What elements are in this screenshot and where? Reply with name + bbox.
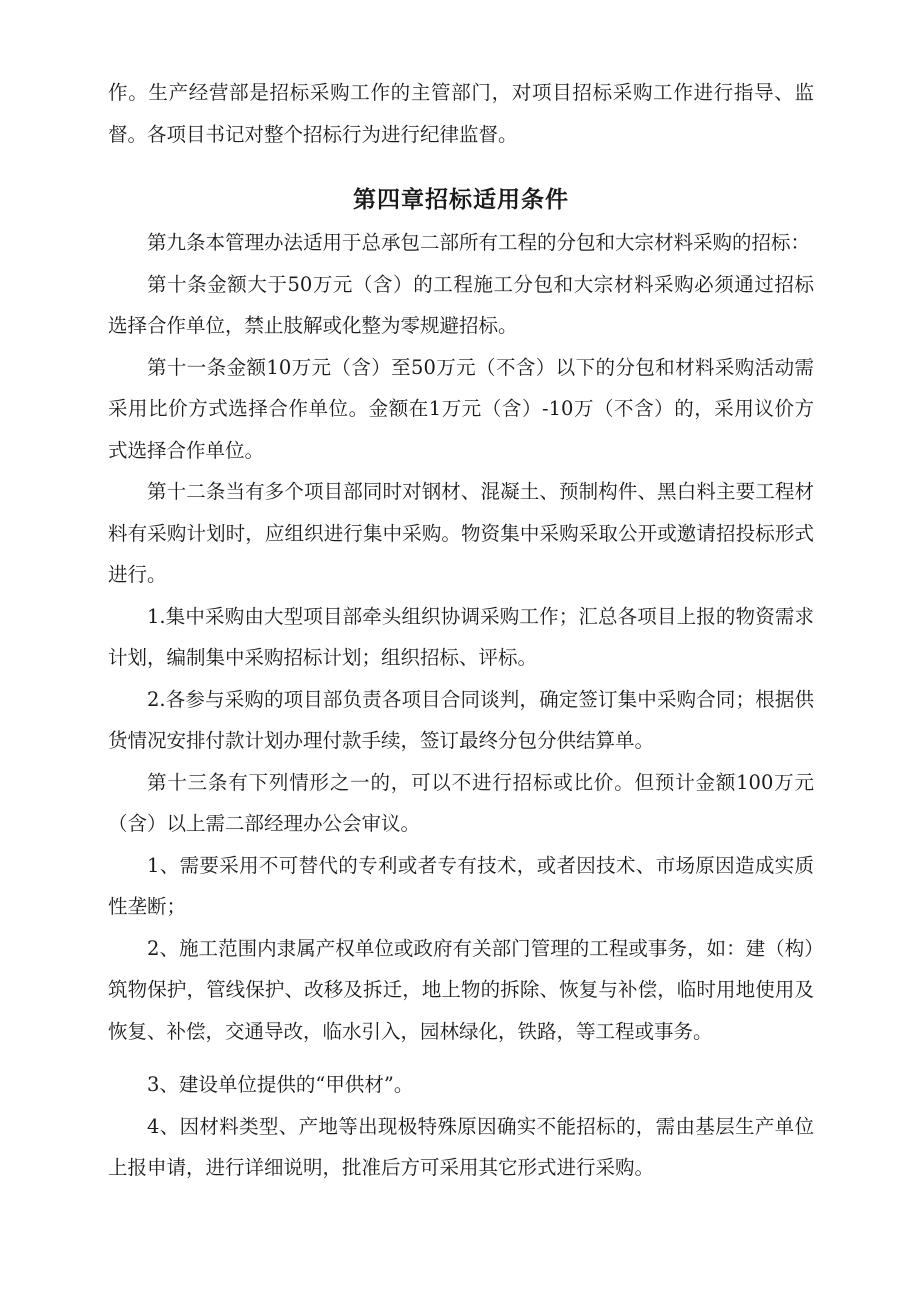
document-page bbox=[108, 72, 814, 1189]
article-11: 第十一条金额10万元（含）至50万元（不含）以下的分包和材料采购活动需采用比价方式选择合作单位。金额在1万元（含）-10万（不含）的，采用议价方式选择合作单位。 bbox=[108, 355, 814, 462]
article-12-item-2: 2.各参与采购的项目部负责各项目合同谈判，确定签订集中采购合同；根据供货情况安排付款计划办理付款手续，签订最终分包分供结算单。 bbox=[108, 687, 814, 752]
intro-paragraph: 作。生产经营部是招标采购工作的主管部门，对项目招标采购工作进行指导、监督。各项目书记对整个招标行为进行纪律监督。 bbox=[108, 81, 814, 146]
article-12: 第十二条当有多个项目部同时对钢材、混凝土、预制构件、黑白料主要工程材料有采购计划时，应组织进行集中采购。物资集中采购采取公开或邀请招投标形式进行。 bbox=[108, 480, 814, 586]
article-13-item-2: 2、施工范围内隶属产权单位或政府有关部门管理的工程或事务，如：建（构）筑物保护，管线保护、改移及拆迁，地上物的拆除、恢复与补偿，临时用地使用及恢复、补偿，交通导改，临水引入，园林绿化，铁路，等工程或事务。 bbox=[108, 936, 814, 1043]
article-12-item-1: 1.集中采购由大型项目部牵头组织协调采购工作；汇总各项目上报的物资需求计划，编制集中采购招标计划；组织招标、评标。 bbox=[108, 604, 814, 669]
article-13: 第十三条有下列情形之一的，可以不进行招标或比价。但预计金额100万元（含）以上需二部经理办公会审议。 bbox=[108, 770, 814, 835]
chapter-title: 第四章招标适用条件 bbox=[353, 186, 569, 213]
article-9: 第九条本管理办法适用于总承包二部所有工程的分包和大宗材料采购的招标： bbox=[147, 231, 811, 254]
article-10: 第十条金额大于50万元（含）的工程施工分包和大宗材料采购必须通过招标选择合作单位，禁止肢解或化整为零规避招标。 bbox=[108, 272, 814, 337]
article-13-item-4: 4、因材料类型、产地等出现极特殊原因确实不能招标的，需由基层生产单位上报申请，进行详细说明，批准后方可采用其它形式进行采购。 bbox=[108, 1114, 814, 1179]
article-13-item-3: 3、建设单位提供的“甲供材”。 bbox=[147, 1073, 414, 1096]
article-13-item-1: 1、需要采用不可替代的专利或者专有技术，或者因技术、市场原因造成实质性垄断； bbox=[108, 853, 814, 918]
